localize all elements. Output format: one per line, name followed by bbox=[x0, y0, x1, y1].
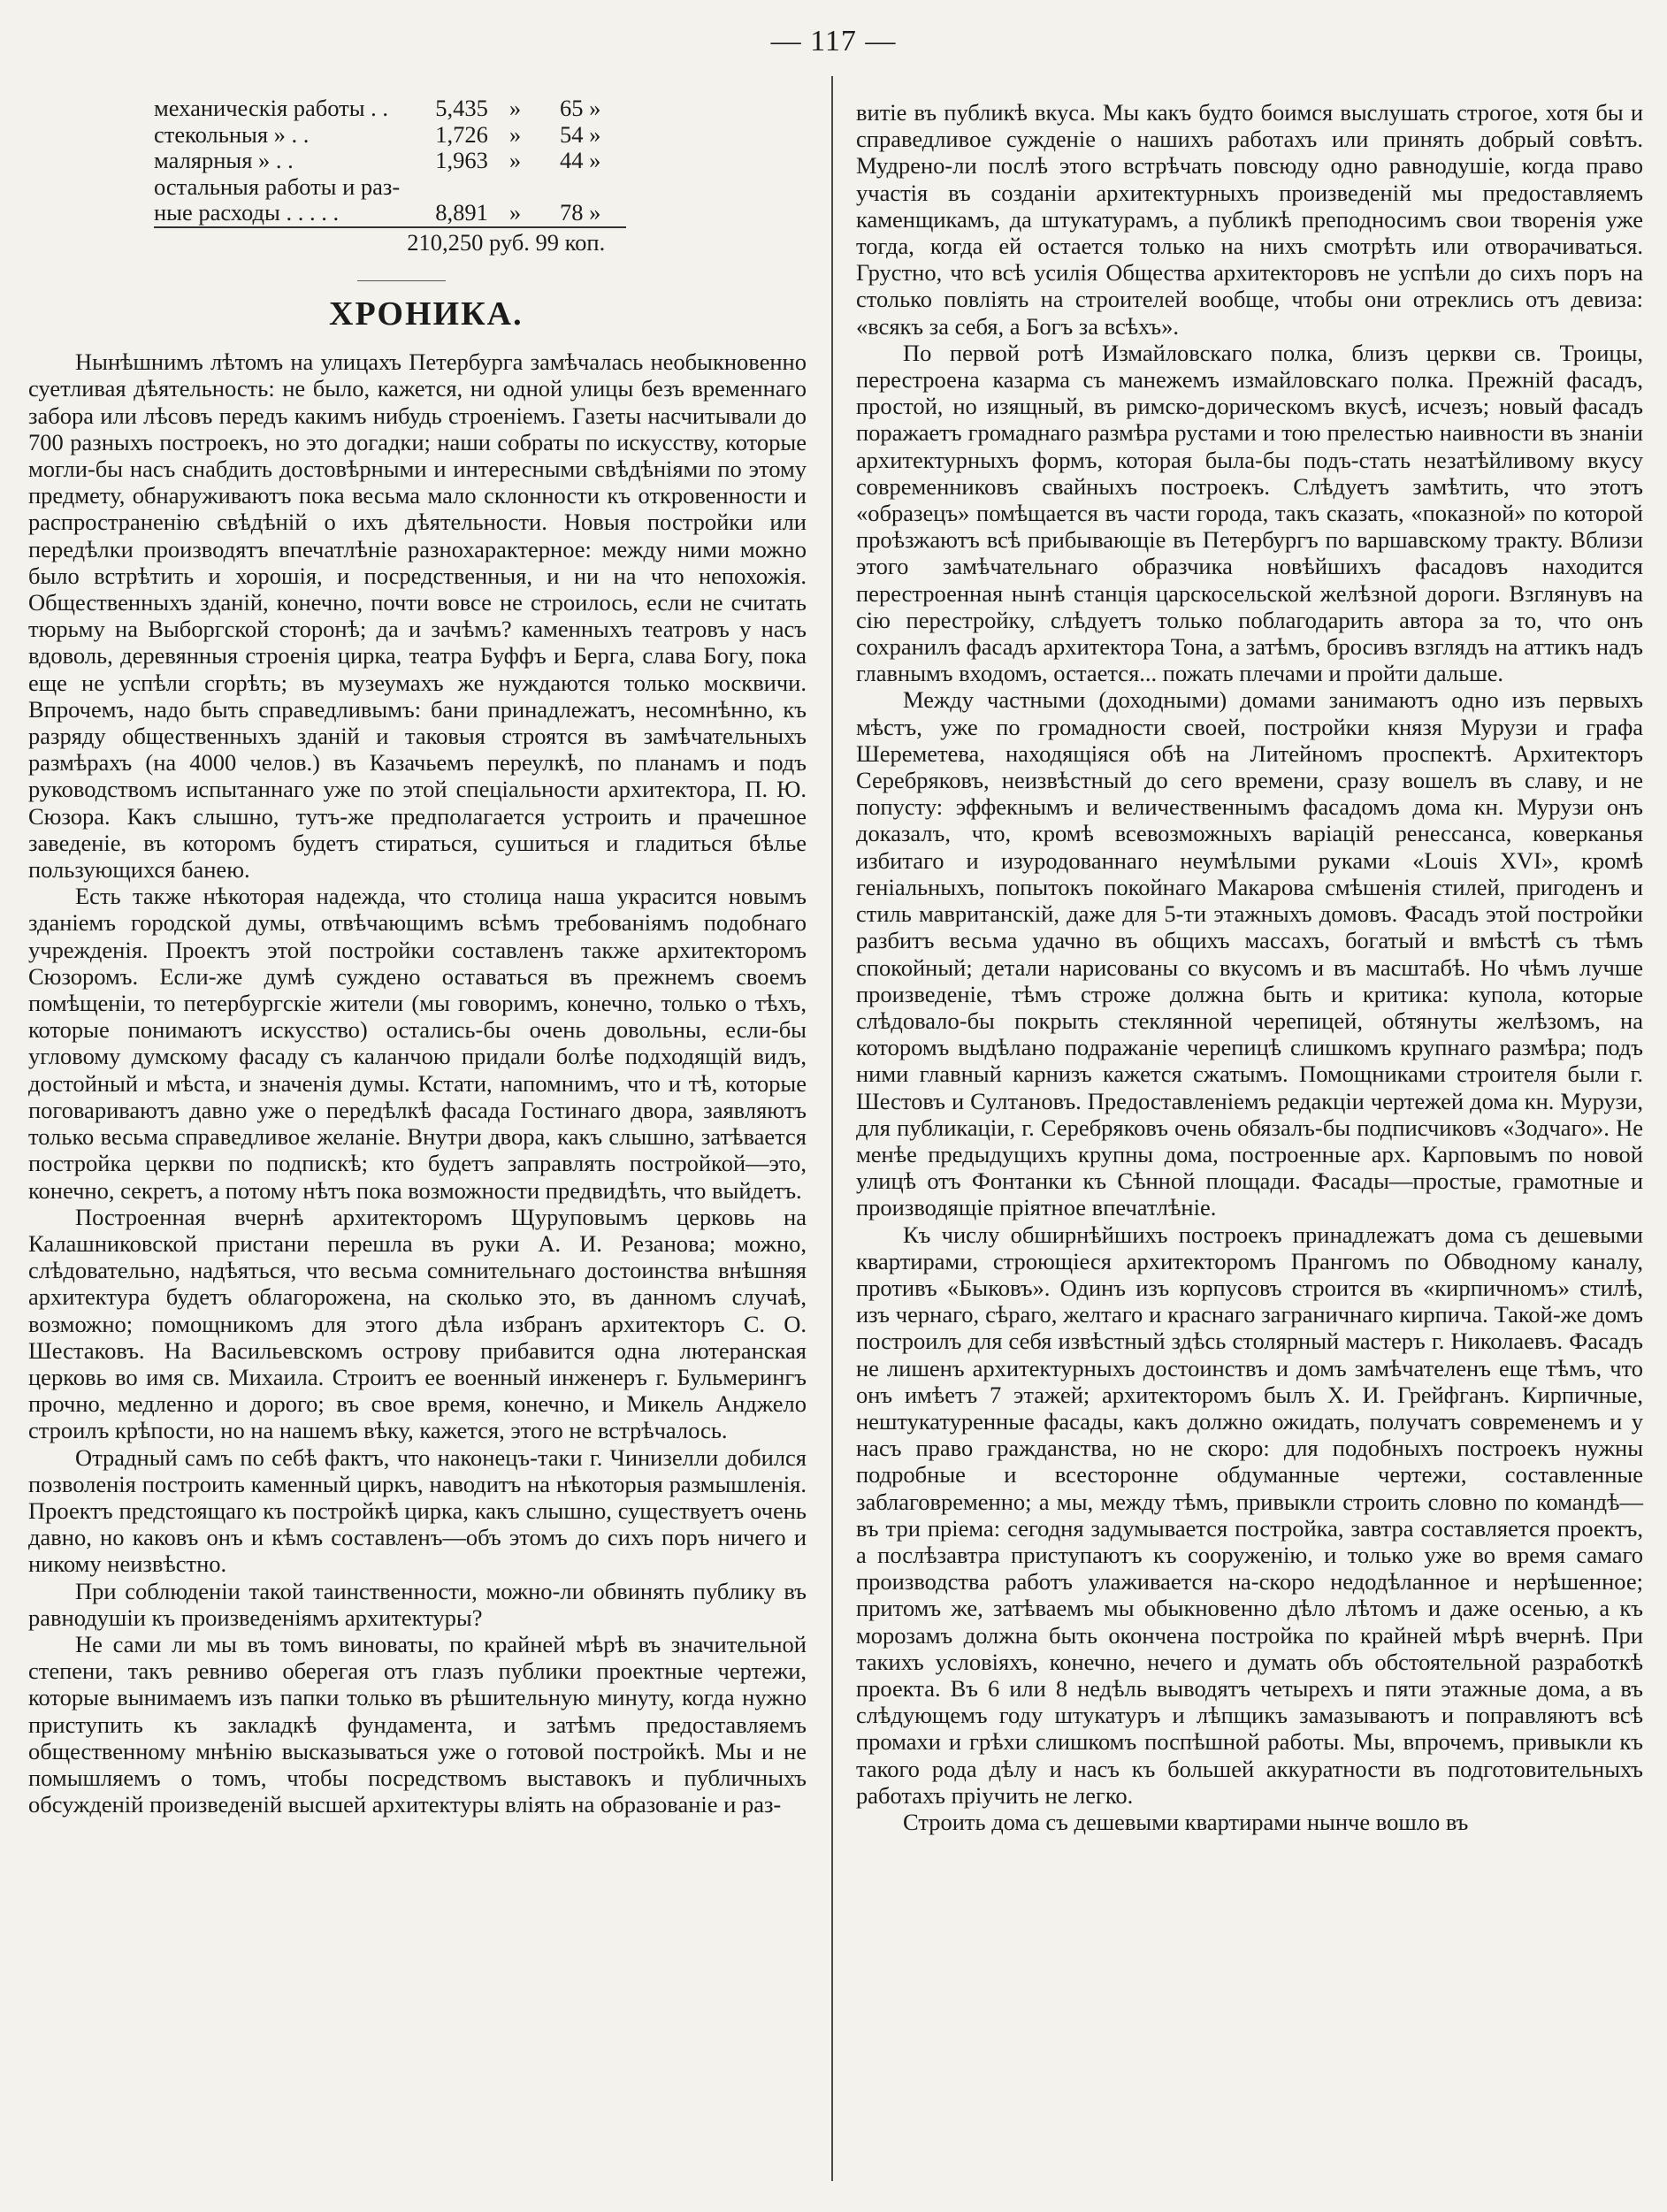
cost-amount bbox=[407, 174, 509, 201]
paragraph: Между частными (доходными) домами занимаютъ одно изъ первыхъ мѣстъ, уже по громадности своей, постройки князя Мурузи и графа Шереметева, находящіяся обѣ на Литейномъ проспектѣ. Архитекторъ Серебряковъ, неизвѣстный до сего времени, сразу вошелъ въ славу, и не попусту: эффекнымъ и величественнымъ фасадомъ дома кн. Мурузи онъ доказалъ, что, кромѣ всевозможныхъ варіацій ренессанса, коверканья избитаго и изуродованнаго неумѣлыми руками «Louis XVI», кромѣ геніальныхъ, попытокъ покойнаго Макарова смѣшенія стилей, пригоденъ и стиль мавританскій, даже для 5-ти этажныхъ домовъ. Фасадъ этой постройки разбитъ весьма удачно въ общихъ массахъ, богатый и вмѣстѣ съ тѣмъ спокойный; детали нарисованы со вкусомъ и въ масштабѣ. Но чѣмъ лучше произведеніе, тѣмъ строже должна быть и критика: купола, которые слѣдовало-бы покрыть стеклянной черепицей, обтянуты желѣзомъ, на которомъ выдѣлано подражаніе черепицѣ слишкомъ крупнаго размѣра; подъ ними главный карнизъ кажется сжатымъ. Помощниками строителя были г. Шестовъ и Султановъ. Предоставленіемъ редакціи чертежей дома кн. Мурузи, для публикаціи, г. Серебряковъ очень обязалъ-бы подписчиковъ «Зодчаго». Не менѣе предыдущихъ крупны дома, построенные арх. Карповымъ по новой улицѣ отъ Фонтанки къ Сѣнной площади. Фасады—простые, грамотные и производящіе пріятное впечатлѣніе. bbox=[856, 686, 1643, 1221]
paragraph: Нынѣшнимъ лѣтомъ на улицахъ Петербурга замѣчалась необыкновенно суетливая дѣятельность: не было, кажется, ни одной улицы безъ временнаго забора или лѣсовъ передъ какимъ нибудь строеніемъ. Газеты насчитывали до 700 разныхъ построекъ, но это догадки; наши собраты по искусству, которые могли-бы насъ снабдить достовѣрными и интересными свѣдѣніями по этому предмету, обнаруживаютъ пока весьма мало склонности къ откровенности и распространенію свѣдѣній о ихъ дѣятельности. Новыя постройки или передѣлки производятъ впечатлѣніе разнохарактерное: между ними можно было встрѣтить и хорошія, и посредственныя, и ни на что непохожія. Общественныхъ зданій, конечно, почти вовсе не строилось, если не считать тюрьму на Выборгской сторонѣ; да и зачѣмъ? каменныхъ театровъ у насъ вдоволь, деревянныя строенія цирка, театра Буффъ и Берга, слава Богу, пока еще не успѣли сгорѣть; въ музеумахъ же нуждаются только москвичи. Впрочемъ, надо быть справедливымъ: бани принадлежатъ, несомнѣнно, къ разряду общественныхъ зданій и таковыя строятся въ замѣчательныхъ размѣрахъ (на 4000 челов.) въ Казачьемъ переулкѣ, по планамъ и подъ руководствомъ испытаннаго уже по этой спеціальности архитектора, П. Ю. Сюзора. Какъ слышно, тутъ-же предполагается устроить и прачешное заведеніе, въ которомъ будетъ стираться, сушиться и гладиться бѣлье пользующихся банею. bbox=[28, 348, 807, 884]
cost-kop: 54 » bbox=[559, 120, 601, 148]
cost-ditto: » bbox=[509, 120, 522, 148]
cost-amount: 8,891 bbox=[435, 199, 488, 226]
paragraph: Есть также нѣкоторая надежда, что столица наша украсится новымъ зданіемъ городской думы, отвѣчающимъ всѣмъ требованіямъ подобнаго учрежденія. Проектъ этой постройки составленъ также архитекторомъ Сюзоромъ. Если-же думѣ суждено оставаться въ прежнемъ своемъ помѣщеніи, то петербургскіе жители (мы говоримъ, конечно, только о тѣхъ, которые понимаютъ искусство) остались-бы очень довольны, если-бы угловому думскому фасаду съ каланчою придали болѣе подходящій видъ, достойный и мѣста, и значенія думы. Кстати, напомнимъ, что и тѣ, которые поговариваютъ давно уже о передѣлкѣ фасада Гостинаго двора, заявляютъ только весьма справедливое желаніе. Внутри двора, какъ слышно, затѣвается постройка церкви по подпискѣ; кто будетъ заправлять постройкой—это, конечно, секретъ, а потому нѣтъ пока возможности предвидѣть, что выйдетъ. bbox=[28, 883, 807, 1204]
paragraph: Не сами ли мы въ томъ виноваты, по крайней мѣрѣ въ значительной степени, такъ ревниво оберегая отъ глазъ публики проектные чертежи, которые вынимаемъ изъ папки только въ рѣшительную минуту, когда нужно приступить къ закладкѣ фундамента, и затѣмъ предоставляемъ общественному мнѣнію высказываться уже о готовой постройкѣ. Мы и не помышляемъ о томъ, чтобы посредствомъ выставокъ и публичныхъ обсужденій произведеній высшей архитектуры вліять на образованіе и раз- bbox=[28, 1630, 807, 1818]
column-divider bbox=[831, 76, 833, 2181]
paragraph: Строить дома съ дешевыми квартирами нынче вошло въ bbox=[903, 1809, 1469, 1835]
cost-amount: 5,435 bbox=[435, 95, 488, 121]
paragraph: Къ числу обширнѣйшихъ построекъ принадлежатъ дома съ дешевыми квартирами, строющіеся архитекторомъ Прангомъ по Обводному каналу, противъ «Быковъ». Одинъ изъ корпусовъ строится въ «кирпичномъ» стилѣ, изъ чернаго, сѣраго, желтаго и краснаго заграничнаго кирпича. Такой-же домъ построилъ для себя извѣстный здѣсь столярный мастеръ г. Николаевъ. Фасадъ не лишенъ архитектурныхъ достоинствъ и домъ замѣчателенъ еще тѣмъ, что онъ имѣетъ 7 этажей; архитекторомъ былъ Х. И. Грейфганъ. Кирпичные, нештукатуренные фасады, какъ должно ожидать, получатъ современемъ и у насъ право гражданства, но не скоро: для подобныхъ построекъ нужны подробные и всесторонне обдуманные чертежи, составленные заблаговременно; а мы, между тѣмъ, привыкли строить словно по командѣ—въ три пріема: сегодня задумывается постройка, завтра составляется проектъ, а послѣзавтра приступаютъ къ сооруженію, и только уже во время самаго производства работъ улаживается на-скоро недодѣланное и нерѣшенное; притомъ же, затѣваемъ мы обыкновенно дѣло лѣтомъ и даже осенью, а къ морозамъ должна быть окончена постройка по крайней мѣрѣ вчернѣ. При такихъ условіяхъ, конечно, нечего и думать объ обстоятельной разработкѣ проекта. Въ 6 или 8 недѣль выводятъ четырехъ и пяти этажные дома, а въ слѣдующемъ году штукатуръ и лѣпщикъ замазываютъ и поправляютъ всѣ промахи и грѣхи слишкомъ поспѣшной работы. Мы, впрочемъ, привыкли къ такого рода дѣлу и насъ къ большей аккуратности въ подготовительныхъ работахъ пріучить не легко. bbox=[856, 1221, 1643, 1809]
costs-total: 210,250 руб. 99 коп. bbox=[407, 227, 626, 256]
cost-label: стекольныя » . . bbox=[154, 120, 310, 148]
right-column bbox=[856, 99, 1643, 1835]
page-number: — 117 — bbox=[770, 25, 897, 57]
cost-label: ные расходы . . . . . bbox=[154, 199, 340, 226]
costs-row bbox=[154, 96, 626, 122]
cost-label: малярныя » . . bbox=[154, 147, 294, 173]
cost-label: механическія работы . . bbox=[154, 95, 389, 121]
costs-row bbox=[154, 174, 626, 201]
left-column bbox=[28, 96, 807, 1818]
cost-kop: 78 » bbox=[559, 199, 601, 226]
costs-row bbox=[154, 148, 626, 174]
paragraph: Отрадный самъ по себѣ фактъ, что наконецъ-таки г. Чинизелли добился позволенія построить каменный циркъ, наводитъ на нѣкоторыя размышленія. Проектъ предстоящаго къ постройкѣ цирка, какъ слышно, существуетъ очень давно, но каковъ онъ и кѣмъ составленъ—объ этомъ до сихъ поръ ничего и никому неизвѣстно. bbox=[28, 1443, 807, 1578]
section-divider bbox=[357, 280, 446, 281]
cost-kop bbox=[560, 174, 626, 201]
cost-ditto bbox=[509, 174, 560, 201]
section-title: ХРОНИКА. bbox=[329, 295, 524, 333]
cost-ditto: » bbox=[509, 199, 522, 226]
paragraph: При соблюденіи такой таинственности, можно-ли обвинять публику въ равнодушіи къ произведеніямъ архитектуры? bbox=[28, 1577, 807, 1631]
costs-row bbox=[154, 122, 626, 149]
paragraph: Построенная вчернѣ архитекторомъ Щуруповымъ церковь на Калашниковской пристани перешла въ руки А. И. Резанова; можно, слѣдовательно, надѣяться, что весьма сомнительнаго достоинства внѣшняя архитектура будетъ облагорожена, на сколько это, въ данномъ случаѣ, возможно; помощникомъ для этого дѣла избранъ архитекторъ С. О. Шестаковъ. На Васильевскомъ острову прибавится одна лютеранская церковь во имя св. Михаила. Строитъ ее военный инженеръ г. Бульмерингъ прочно, медленно и дорого; въ свое время, конечно, и Микель Анджело строилъ крѣпости, но на нашемъ вѣку, кажется, этого не встрѣчалось. bbox=[28, 1203, 807, 1444]
paragraph: витіе въ публикѣ вкуса. Мы какъ будто боимся выслушать строгое, хотя бы и справедливое сужденіе о нашихъ работахъ или принять добрый совѣтъ. Мудрено-ли послѣ этого встрѣчать повсюду одно равнодушіе, когда право участія въ созданіи архитектурныхъ произведеній мы предоставляемъ каменщикамъ, да штукатурамъ, а публикѣ преподносимъ свои творенія уже тогда, когда ей остается только на нихъ смотрѣть или отвoрачиваться. Грустно, что всѣ усилія Общества архитекторовъ не успѣли до сихъ поръ на столько повліять на строителей вообще, чтобы они отреклись отъ девиза: «всякъ за себя, а Богъ за всѣхъ». bbox=[856, 99, 1643, 340]
cost-ditto: » bbox=[509, 95, 522, 121]
cost-amount: 1,726 bbox=[435, 120, 488, 148]
cost-kop: 65 » bbox=[559, 95, 601, 121]
cost-label: остальныя работы и раз- bbox=[154, 172, 401, 200]
cost-ditto: » bbox=[509, 147, 522, 173]
costs-row bbox=[154, 200, 626, 227]
cost-kop: 44 » bbox=[559, 147, 601, 173]
costs-table bbox=[154, 96, 626, 256]
paragraph: По первой ротѣ Измайловскаго полка, близъ церкви св. Троицы, перестроена казарма съ манежемъ измайловскаго полка. Прежній фасадъ, простой, но изящный, въ римско-дорическомъ вкусѣ, исчезъ; новый фасадъ поражаетъ громаднаго размѣра рустами и тою прелестью наивности въ знаніи архитектурныхъ формъ, которая была-бы подъ-стать незатѣйливому вкусу современниковъ свайныхъ построекъ. Слѣдуетъ замѣтить, что этотъ «образецъ» помѣщается въ части города, такъ сказать, «показной» по которой проѣзжаютъ всѣ прибывающіе въ Петербургъ по варшавскому тракту. Вблизи этого замѣчательнаго образчика новѣйшихъ фасадовъ находится перестроенная нынѣ станція царскосельской желѣзной дороги. Взглянувъ на сію перестройку, слѣдуетъ только поблагодарить автора за то, что онъ сохранилъ фасадъ архитектора Тона, а затѣмъ, бросивъ взглядъ на аттикъ надъ главнымъ входомъ, остается... пожать плечами и пройти дальше. bbox=[856, 339, 1643, 687]
costs-total-row bbox=[154, 227, 626, 256]
cost-amount: 1,963 bbox=[435, 147, 488, 173]
